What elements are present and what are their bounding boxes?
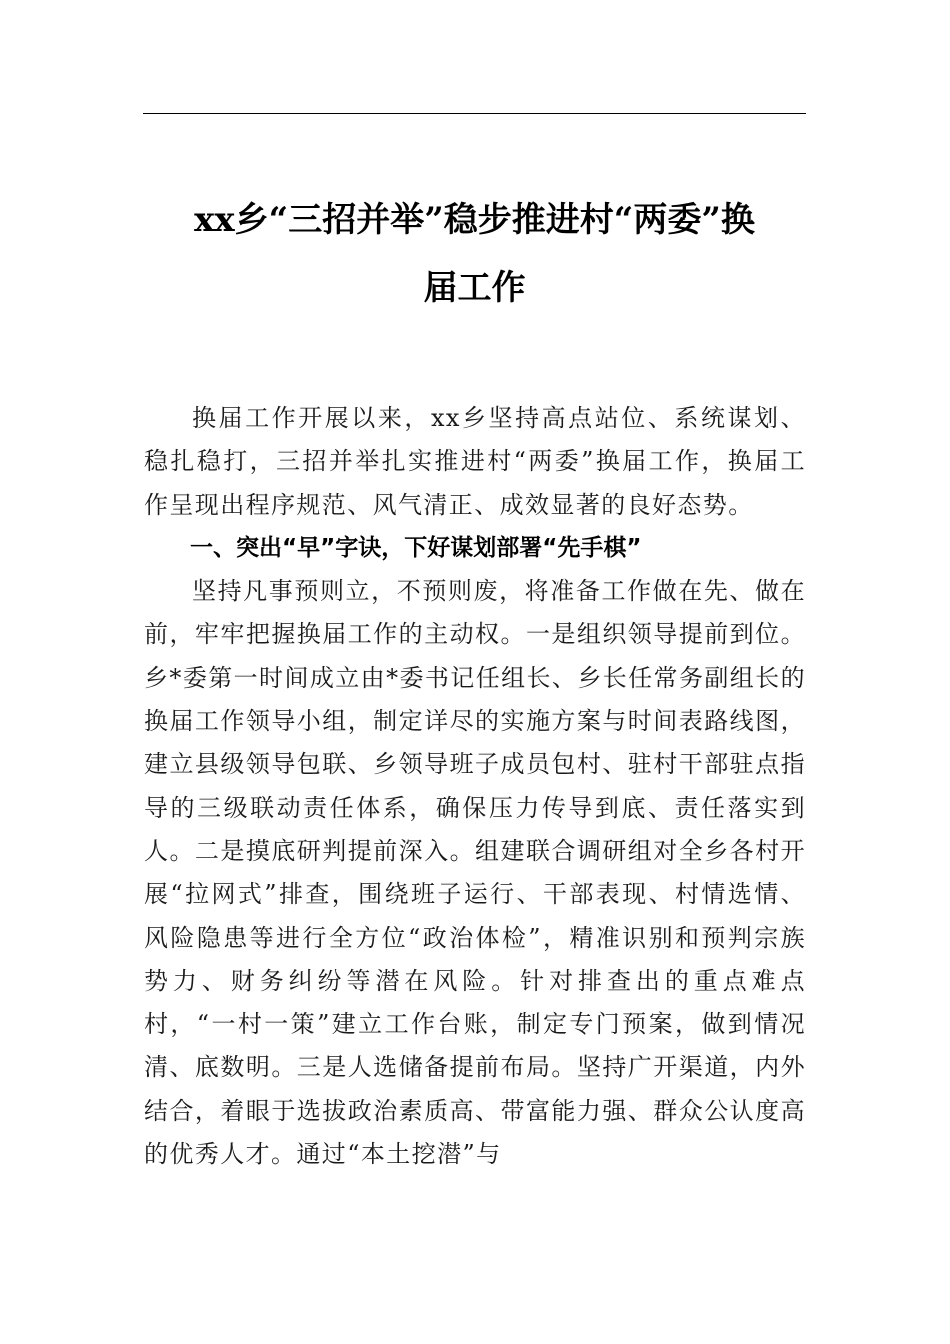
document-title — [143, 186, 806, 322]
document-body — [144, 397, 806, 1176]
intro-paragraph: 换届工作开展以来，xx乡坚持高点站位、系统谋划、稳扎稳打，三招并举扎实推进村“两委”换届工作，换届工作呈现出程序规范、风气清正、成效显著的良好态势。 — [144, 404, 806, 519]
title-line-1: xx乡“三招并举”稳步推进村“两委”换 — [194, 200, 755, 240]
section-1-paragraph: 坚持凡事预则立，不预则废，将准备工作做在先、做在前，牢牢把握换届工作的主动权。一是组织领导提前到位。乡*委第一时间成立由*委书记任组长、乡长任常务副组长的换届工作领导小组，制定详尽的实施方案与时间表路线图，建立县级领导包联、乡领导班子成员包村、驻村干部驻点指导的三级联动责任体系，确保压力传导到底、责任落实到人。二是摸底研判提前深入。组建联合调研组对全乡各村开展“拉网式”排查，围绕班子运行、干部表现、村情选情、风险隐患等进行全方位“政治体检”，精准识别和预判宗族势力、财务纠纷等潜在风险。针对排查出的重点难点村，“一村一策”建立工作台账，制定专门预案，做到情况清、底数明。三是人选储备提前布局。坚持广开渠道，内外结合，着眼于选拔政治素质高、带富能力强、群众公认度高的优秀人才。通过“本土挖潜”与 — [144, 577, 806, 1169]
title-line-2: 届工作 — [423, 268, 526, 308]
header-rule — [143, 113, 806, 114]
section-heading-1: 一、突出“早”字诀，下好谋划部署“先手棋” — [190, 534, 642, 561]
